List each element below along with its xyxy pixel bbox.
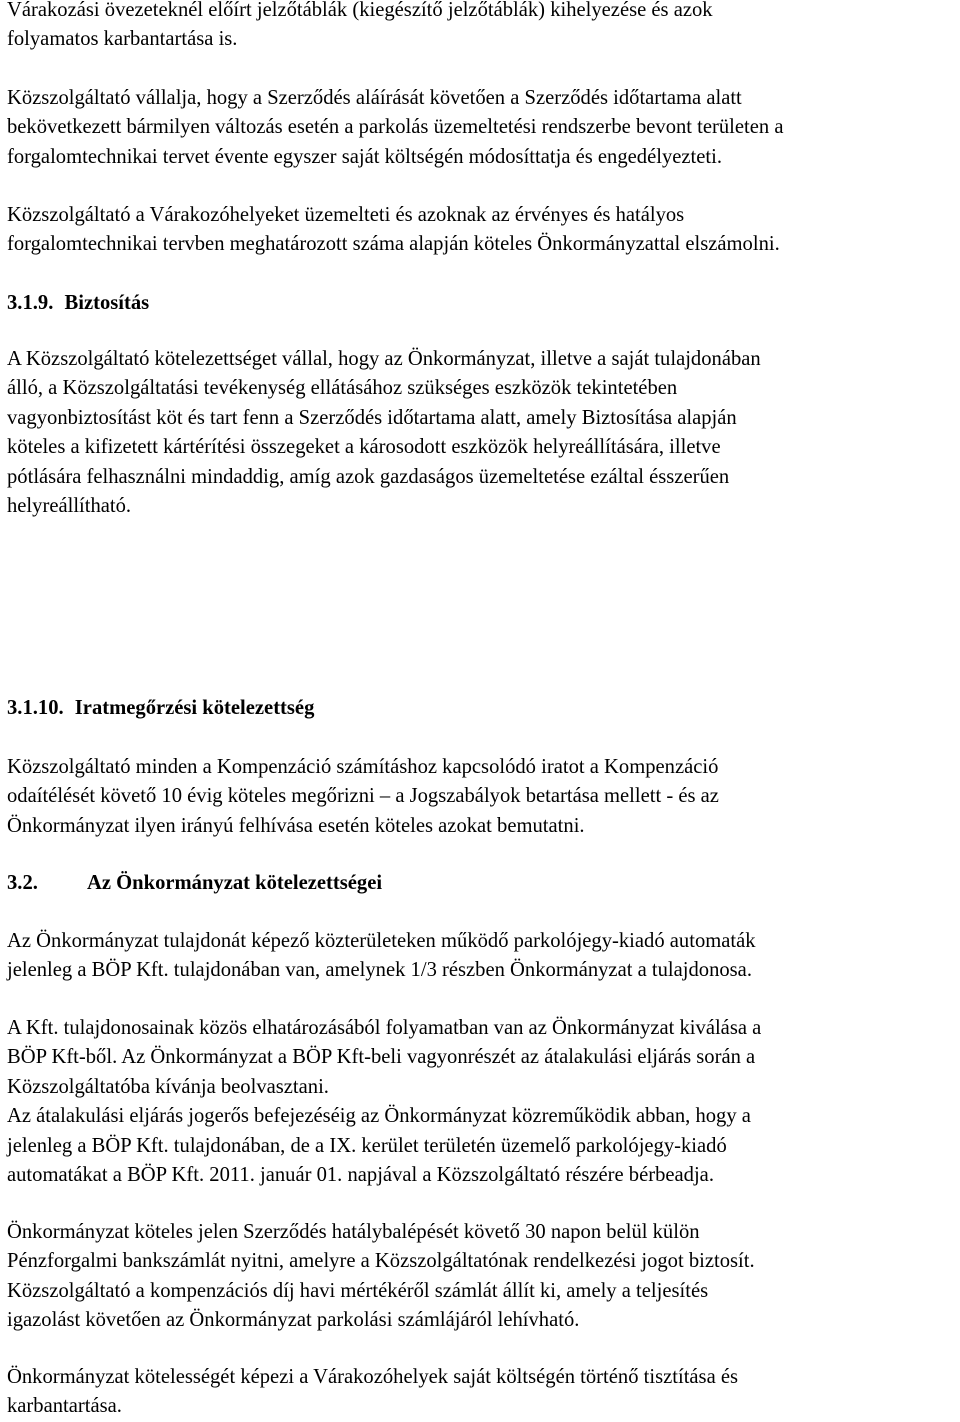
paragraph-settlement: Közszolgáltató a Várakozóhelyeket üzemelteti és azoknak az érvényes és hatályos forgalomtechnikai tervben meghatározott száma alapján köteles Önkormányzattal elszámolni.	[7, 204, 780, 256]
paragraph-withdrawal: A Kft. tulajdonosainak közös elhatározásából folyamatban van az Önkormányzat kiválása a BÖP Kft-ből. Az Önkormányzat a BÖP Kft-beli vagyonrészét az átalakulási eljárás során a Közszolgáltatóba kívánja beolvasztani. Az átalakulási eljárás jogerős befejezéséig az Önkormányzat közreműködik abban, hogy a jelenleg a BÖP Kft. tulajdonában, de a IX. kerület területén üzemelő parkolójegy-kiadó automatákat a BÖP Kft. 2011. január 01. napjával a Közszolgáltató részére bérbeadja.	[7, 1017, 762, 1187]
paragraph-ticket-machines: Az Önkormányzat tulajdonát képező közterületeken működő parkolójegy-kiadó automaták jelenleg a BÖP Kft. tulajdonában van, amelynek 1/3 részben Önkormányzat a tulajdonosa.	[7, 930, 756, 982]
paragraph-maintenance: Önkormányzat kötelességét képezi a Várakozóhelyek saját költségén történő tisztítása és karbantartása.	[7, 1366, 739, 1418]
paragraph-insurance: A Közszolgáltató kötelezettséget vállal, hogy az Önkormányzat, illetve a saját tulajdonában álló, a Közszolgáltatási tevékenység ellátásához szükséges eszközök tekintetében vagyonbiztosítást köt és tart fenn a Szerződés időtartama alatt, amely Biztosítása alapján köteles a kifizetett kártérítési összegeket a károsodott eszközök helyreállítására, illetve pótlására felhasználni mindaddig, amíg azok gazdaságos üzemeltetése ezáltal ésszerűen helyreállítható.	[7, 348, 761, 518]
paragraph-bank-account: Önkormányzat köteles jelen Szerződés hatálybalépését követő 30 napon belül külön Pénzforgalmi bankszámlát nyitni, amelyre a Közszolgáltatónak rendelkezési jogot biztosít. Közszolgáltató a kompenzációs díj havi mértékéről számlát állít ki, amely a teljesítés igazolást követően az Önkormányzat parkolási számlájáról lehívható.	[7, 1221, 755, 1332]
paragraph-signs-maintenance: Várakozási övezeteknél előírt jelzőtáblák (kiegészítő jelzőtáblák) kihelyezése és azok folyamatos karbantartása is.	[7, 0, 713, 51]
section-heading-insurance	[7, 289, 954, 318]
section-title: Az Önkormányzat kötelezettségei	[87, 872, 383, 894]
section-number: 3.1.10.	[7, 697, 64, 719]
section-heading-records	[7, 694, 954, 723]
section-number: 3.2.	[7, 872, 38, 894]
paragraph-traffic-plan: Közszolgáltató vállalja, hogy a Szerződés aláírását követően a Szerződés időtartama alatt bekövetkezett bármilyen változás esetén a parkolás üzemeltetési rendszerbe bevont területen a forgalomtechnikai tervet évente egyszer saját költségén módosíttatja és engedélyezteti.	[7, 87, 784, 168]
paragraph-records-retention: Közszolgáltató minden a Kompenzáció számításhoz kapcsolódó iratot a Kompenzáció odaítélését követő 10 évig köteles megőrizni – a Jogszabályok betartása mellett - és az Önkormányzat ilyen irányú felhívása esetén köteles azokat bemutatni.	[7, 756, 719, 837]
section-heading-municipality	[7, 869, 954, 898]
section-title: Iratmegőrzési kötelezettség	[74, 697, 315, 719]
section-title: Biztosítás	[64, 292, 150, 314]
section-number: 3.1.9.	[7, 292, 54, 314]
